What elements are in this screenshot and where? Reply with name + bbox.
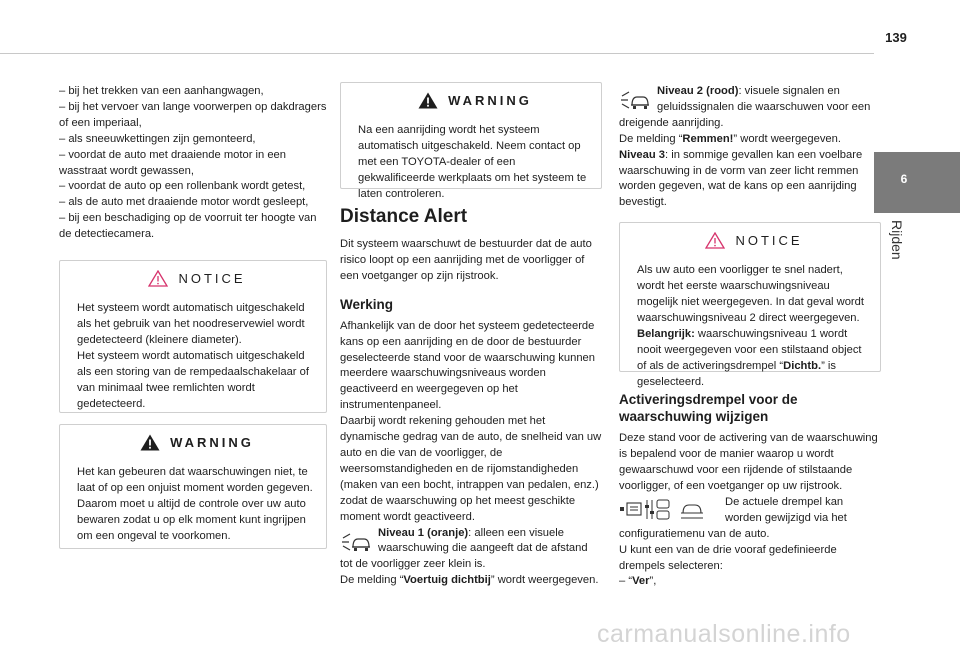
level-2-paragraph [619, 84, 881, 132]
paragraph: Afhankelijk van de door het systeem gedetecteerde kans op een aanrijding en de door de bestuurder geselecteerde stand voor de waarschuwing kunnen meerdere waarschuwingsniveaus worden geactiveerd en weergegeven op het instrumentenpaneel. [340, 319, 595, 412]
chapter-title: Rijden [889, 220, 905, 260]
level-2-label: Niveau 2 (rood) [657, 85, 739, 97]
level-1-label: Niveau 1 (oranje) [378, 526, 469, 539]
column-2 [340, 82, 602, 589]
level-1-paragraph [340, 526, 602, 574]
level-3-paragraph: Niveau 3: in sommige gevallen kan een voelbare waarschuwing in de vorm van zeer licht remmen worden gegeven, wat de kans op een aanrijding bevestigt. [619, 148, 863, 209]
level-2-text: : visuele signalen en geluidssignalen die waarschuwen voor een dreigende aanrijding. [619, 85, 871, 129]
warning-icon [140, 434, 160, 451]
level-1-message: De melding “Voertuig dichtbij” wordt weergegeven. [340, 574, 599, 587]
notice-text: Belangrijk: waarschuwingsniveau 1 wordt nooit weergegeven voor een stilstaand object of als de activeringsdrempel “Dichtb.” is geselecteerd. [637, 327, 862, 388]
list-item: – bij het vervoer van lange voorwerpen op dakdragers of een imperiaal, [59, 100, 327, 129]
warning-text: Na een aanrijding wordt het systeem automatisch uitgeschakeld. Neem contact op met een TOYOTA-dealer of een gekwalificeerde werkplaats om het systeem te laten controleren. [358, 124, 587, 200]
warning-title: WARNING [448, 92, 532, 108]
notice-box [619, 222, 881, 388]
warning-icon [418, 92, 438, 109]
option-item: – “Ver”, [619, 575, 657, 588]
warning-box [340, 82, 602, 200]
warning-title: WARNING [170, 434, 254, 450]
notice-icon [705, 232, 725, 249]
list-item: – voordat de auto op een rollenbank wordt getest, [59, 180, 306, 193]
section-title: Distance Alert [340, 206, 468, 227]
level-2-message: De melding “Remmen!” wordt weergegeven. [619, 132, 841, 145]
paragraph: Deze stand voor de activering van de waarschuwing is bepalend voor de manier waarop u wordt gewaarschuwd voor een rijdende of stilstaande voorligger, of een voetganger op uw rijstrook. [619, 432, 878, 492]
paragraph: U kunt een van de drie vooraf gedefinieerde drempels selecteren: [619, 543, 837, 572]
notice-header [637, 232, 871, 249]
level-1-text: : alleen een visuele waarschuwing die aangeeft dat de afstand tot de voorligger zeer klein is. [340, 526, 588, 571]
warning-box [59, 424, 327, 549]
distance-alert-icon [619, 86, 651, 110]
list-item: – als sneeuwkettingen zijn gemonteerd, [59, 132, 256, 145]
column-3 [619, 84, 881, 590]
warning-text: Het kan gebeuren dat waarschuwingen niet, te laat of op een onjuist moment worden gegeven. Daarom moet u altijd de controle over uw auto bewaren zodat u op elk moment kunt ingrijpen om een ongeval te voorkomen. [77, 466, 313, 542]
list-item: – bij een beschadiging op de voorruit ter hoogte van de detectiecamera. [59, 212, 317, 241]
notice-text: Het systeem wordt automatisch uitgeschakeld als een storing van de rempedaalschakelaar of van minimaal twee remlichten wordt gedetecteerd. [77, 349, 309, 410]
notice-text: Als uw auto een voorligger te snel nadert, wordt het eerste waarschuwingsniveau mogelijk niet weergegeven. In dat geval wordt waarschuwingsniveau 2 direct weergegeven. [637, 264, 864, 324]
list-item: – bij het trekken van een aanhangwagen, [59, 85, 264, 97]
notice-icon [148, 270, 168, 287]
header-divider [0, 53, 874, 54]
config-paragraph: De actuele drempel kan worden gewijzigd via het configuratiemenu van de auto. [619, 495, 847, 540]
subsection-title: Activeringsdrempel voor de waarschuwing wijzigen [619, 392, 798, 425]
chapter-tab[interactable] [874, 152, 960, 213]
notice-title: NOTICE [178, 270, 246, 286]
page-number: 139 [885, 30, 907, 45]
subsection-title: Werking [340, 296, 394, 312]
paragraph: Daarbij wordt rekening gehouden met het dynamische gedrag van de auto, de snelheid van uw auto en die van de voorligger, de weersomstandigheden en de rijomstandigheden (maken van een bocht, intrappen van pedalen, enz.) zodat de waarschuwing op het meest geschikte moment wordt geactiveerd. [340, 415, 602, 523]
notice-box [59, 260, 327, 413]
column-1 [59, 84, 327, 549]
settings-button-icons [619, 497, 719, 521]
list-item: – als de auto met draaiende motor wordt gesleept, [59, 196, 309, 209]
watermark: carmanualsonline.info [597, 620, 851, 648]
chapter-number: 6 [900, 172, 908, 186]
warning-header [358, 92, 592, 109]
intro-text: Dit systeem waarschuwt de bestuurder dat de auto risico loopt op een aanrijding met de voorligger of een voetganger op zijn rijstrook. [340, 238, 592, 282]
warning-header [77, 434, 317, 451]
notice-title: NOTICE [735, 232, 803, 248]
notice-text: Het systeem wordt automatisch uitgeschakeld als het gebruik van het noodreservewiel wordt gedetecteerd (kleinere diameter). [77, 302, 305, 346]
distance-alert-icon [340, 528, 372, 552]
notice-header [77, 270, 317, 287]
list-item: – voordat de auto met draaiende motor in een wasstraat wordt gewassen, [59, 148, 287, 177]
